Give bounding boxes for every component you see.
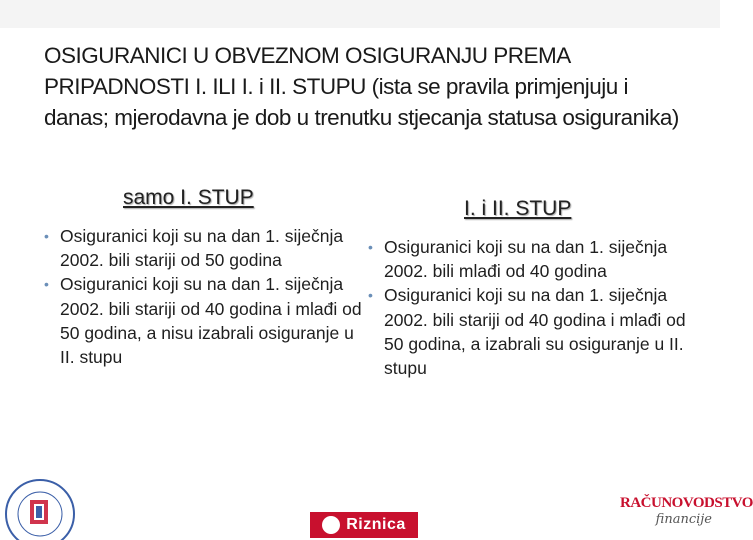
list-item	[42, 224, 362, 272]
right-column-heading: I. i II. STUP	[464, 197, 572, 220]
racunovodstvo-logo: RAČUNOVODSTVO financije	[620, 495, 753, 527]
page-title: OSIGURANICI U OBVEZNOM OSIGURANJU PREMA PRIPADNOSTI I. ILI I. i II. STUPU (ista se pravila primjenjuju i danas; mjerodavna je dob u trenutku stjecanja statusa osiguranika)	[44, 43, 679, 130]
institution-seal-logo	[0, 470, 86, 540]
bullet-icon: •	[44, 228, 49, 244]
riznica-emblem-icon	[322, 516, 340, 534]
bullet-icon: •	[368, 287, 373, 304]
left-bullet-list	[42, 224, 362, 369]
riznica-logo: Riznica	[310, 512, 418, 538]
header-band	[0, 0, 720, 28]
list-item	[42, 272, 362, 369]
list-item-text: Osiguranici koji su na dan 1. siječnja 2002. bili stariji od 40 godina i mlađi od 50 godina, a izabrali su osiguranje u II. stupu	[384, 285, 686, 379]
left-column-heading: samo I. STUP	[123, 186, 254, 209]
list-item-text: Osiguranici koji su na dan 1. siječnja 2002. bili mlađi od 40 godina	[384, 237, 668, 282]
list-item	[366, 283, 696, 380]
right-bullet-list	[366, 235, 696, 380]
list-item-text: Osiguranici koji su na dan 1. siječnja 2002. bili stariji od 50 godina	[60, 226, 344, 271]
list-item	[366, 235, 696, 283]
bullet-icon: •	[368, 239, 373, 255]
list-item-text: Osiguranici koji su na dan 1. siječnja 2002. bili stariji od 40 godina i mlađi od 50 godina, a nisu izabrali osiguranje u II. stupu	[60, 274, 362, 368]
bullet-icon: •	[44, 276, 49, 293]
